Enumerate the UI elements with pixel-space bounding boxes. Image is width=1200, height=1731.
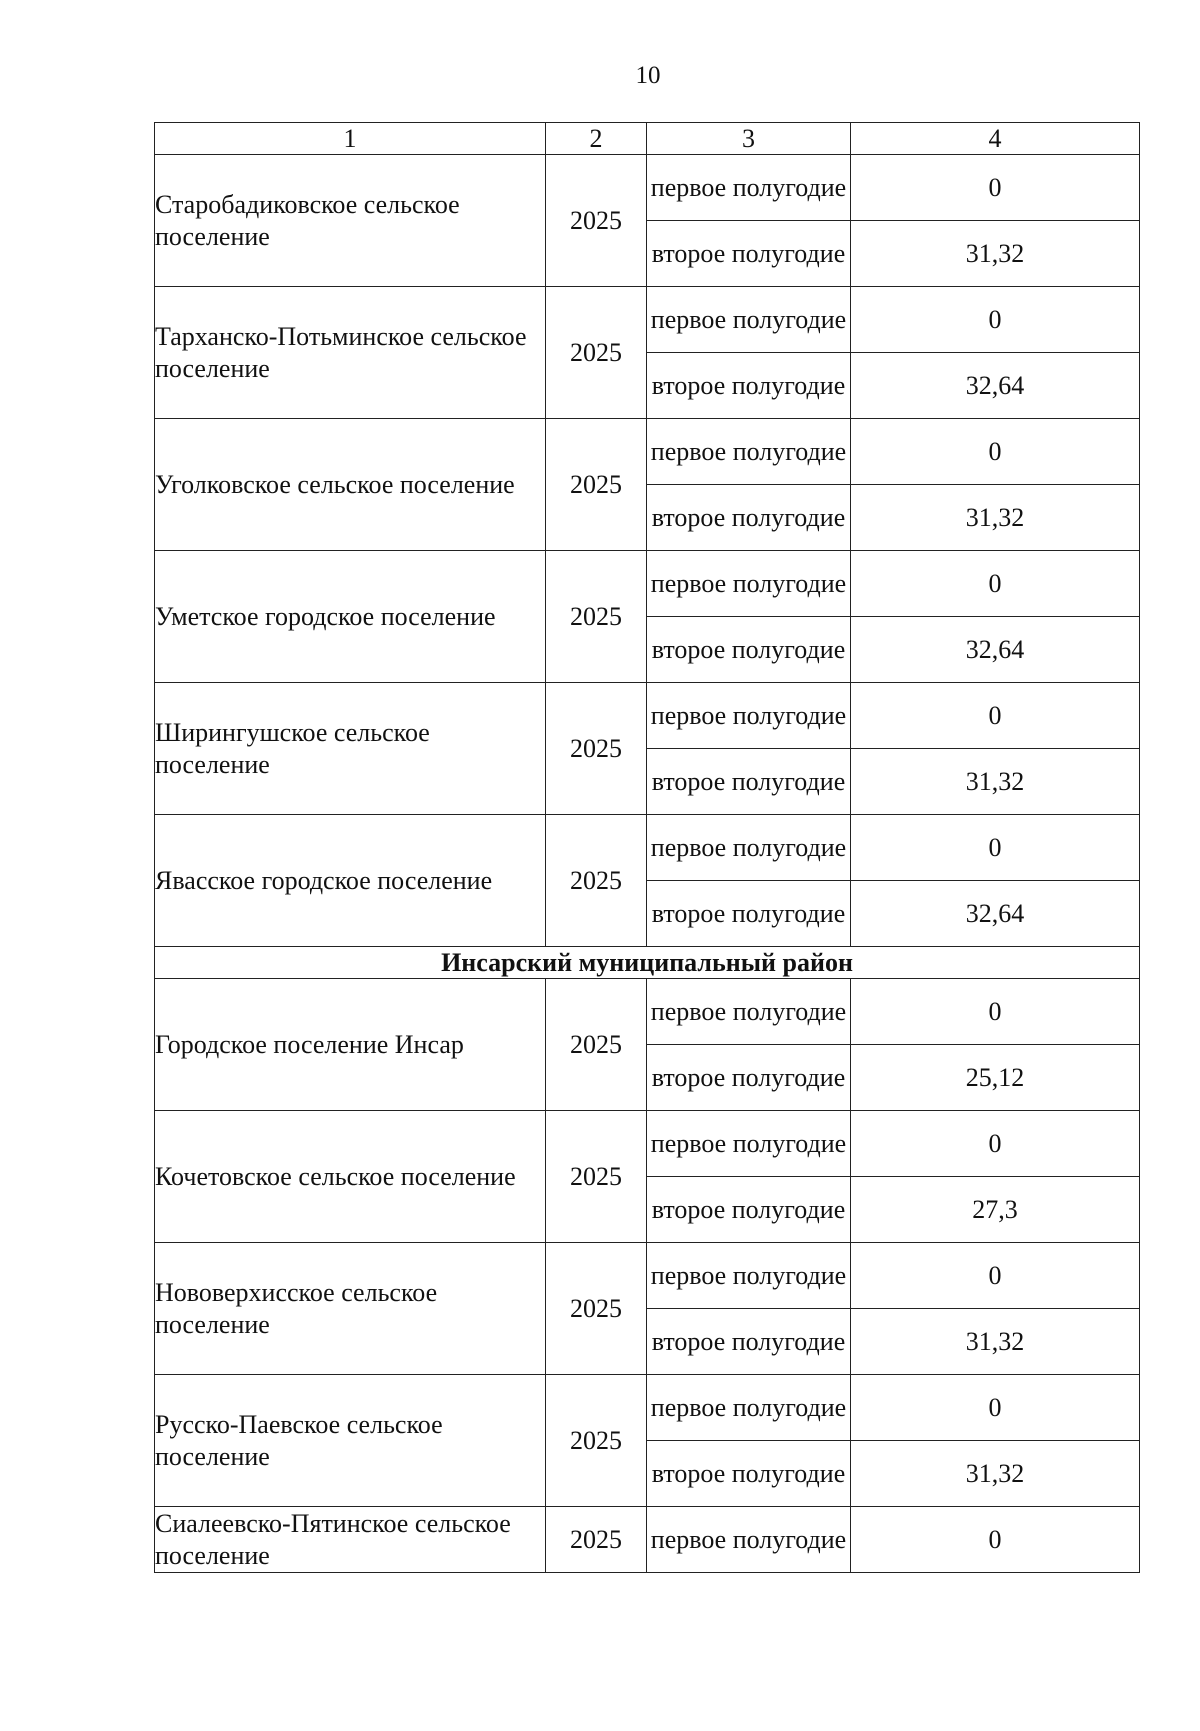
period-cell: второе полугодие: [647, 1309, 851, 1375]
value-cell: 31,32: [851, 1309, 1140, 1375]
value-cell: 0: [851, 1507, 1140, 1573]
section-title: Инсарский муниципальный район: [155, 947, 1140, 979]
allocation-table: [154, 122, 1140, 1573]
value-cell: 0: [851, 1243, 1140, 1309]
table-row: [155, 1507, 1140, 1573]
table-row: [155, 551, 1140, 617]
header-cell-1: 1: [155, 123, 546, 155]
year-cell: 2025: [546, 683, 647, 815]
period-cell: второе полугодие: [647, 881, 851, 947]
period-cell: второе полугодие: [647, 617, 851, 683]
year-cell: 2025: [546, 815, 647, 947]
settlement-name: Старобадиковское сельское поселение: [155, 155, 546, 287]
value-cell: 0: [851, 979, 1140, 1045]
period-cell: первое полугодие: [647, 1507, 851, 1573]
value-cell: 31,32: [851, 485, 1140, 551]
period-cell: первое полугодие: [647, 1243, 851, 1309]
period-cell: второе полугодие: [647, 1045, 851, 1111]
period-cell: первое полугодие: [647, 683, 851, 749]
table-row: [155, 683, 1140, 749]
period-cell: второе полугодие: [647, 485, 851, 551]
year-cell: 2025: [546, 1243, 647, 1375]
header-row: [155, 123, 1140, 155]
year-cell: 2025: [546, 155, 647, 287]
period-cell: первое полугодие: [647, 419, 851, 485]
header-cell-3: 3: [647, 123, 851, 155]
settlement-name: Русско-Паевское сельское поселение: [155, 1375, 546, 1507]
period-cell: второе полугодие: [647, 221, 851, 287]
table-row: [155, 287, 1140, 353]
table-row: [155, 155, 1140, 221]
settlement-name: Тарханско-Потьминское сельское поселение: [155, 287, 546, 419]
period-cell: первое полугодие: [647, 155, 851, 221]
value-cell: 0: [851, 287, 1140, 353]
table-body: [155, 123, 1140, 1573]
value-cell: 0: [851, 683, 1140, 749]
settlement-name: Нововерхисское сельское поселение: [155, 1243, 546, 1375]
period-cell: первое полугодие: [647, 1111, 851, 1177]
period-cell: второе полугодие: [647, 749, 851, 815]
value-cell: 0: [851, 1111, 1140, 1177]
period-cell: первое полугодие: [647, 287, 851, 353]
value-cell: 32,64: [851, 353, 1140, 419]
page-number: 10: [635, 62, 661, 89]
year-cell: 2025: [546, 979, 647, 1111]
period-cell: первое полугодие: [647, 815, 851, 881]
value-cell: 31,32: [851, 221, 1140, 287]
settlement-name: Ширингушское сельское поселение: [155, 683, 546, 815]
period-cell: второе полугодие: [647, 1441, 851, 1507]
value-cell: 0: [851, 419, 1140, 485]
header-cell-2: 2: [546, 123, 647, 155]
table-row: [155, 979, 1140, 1045]
table-row: [155, 1111, 1140, 1177]
value-cell: 31,32: [851, 749, 1140, 815]
table-row: [155, 1243, 1140, 1309]
period-cell: первое полугодие: [647, 551, 851, 617]
year-cell: 2025: [546, 551, 647, 683]
table-row: [155, 1375, 1140, 1441]
settlement-name: Сиалеевско-Пятинское сельское поселение: [155, 1507, 546, 1573]
section-row: [155, 947, 1140, 979]
year-cell: 2025: [546, 287, 647, 419]
value-cell: 0: [851, 815, 1140, 881]
value-cell: 32,64: [851, 881, 1140, 947]
settlement-name: Городское поселение Инсар: [155, 979, 546, 1111]
settlement-name: Уголковское сельское поселение: [155, 419, 546, 551]
value-cell: 0: [851, 1375, 1140, 1441]
year-cell: 2025: [546, 419, 647, 551]
value-cell: 32,64: [851, 617, 1140, 683]
period-cell: второе полугодие: [647, 1177, 851, 1243]
value-cell: 0: [851, 155, 1140, 221]
year-cell: 2025: [546, 1507, 647, 1573]
value-cell: 25,12: [851, 1045, 1140, 1111]
year-cell: 2025: [546, 1375, 647, 1507]
settlement-name: Кочетовское сельское поселение: [155, 1111, 546, 1243]
table-row: [155, 419, 1140, 485]
period-cell: первое полугодие: [647, 1375, 851, 1441]
value-cell: 31,32: [851, 1441, 1140, 1507]
period-cell: второе полугодие: [647, 353, 851, 419]
year-cell: 2025: [546, 1111, 647, 1243]
value-cell: 27,3: [851, 1177, 1140, 1243]
value-cell: 0: [851, 551, 1140, 617]
header-cell-4: 4: [851, 123, 1140, 155]
period-cell: первое полугодие: [647, 979, 851, 1045]
table-row: [155, 815, 1140, 881]
settlement-name: Явасское городское поселение: [155, 815, 546, 947]
settlement-name: Уметское городское поселение: [155, 551, 546, 683]
